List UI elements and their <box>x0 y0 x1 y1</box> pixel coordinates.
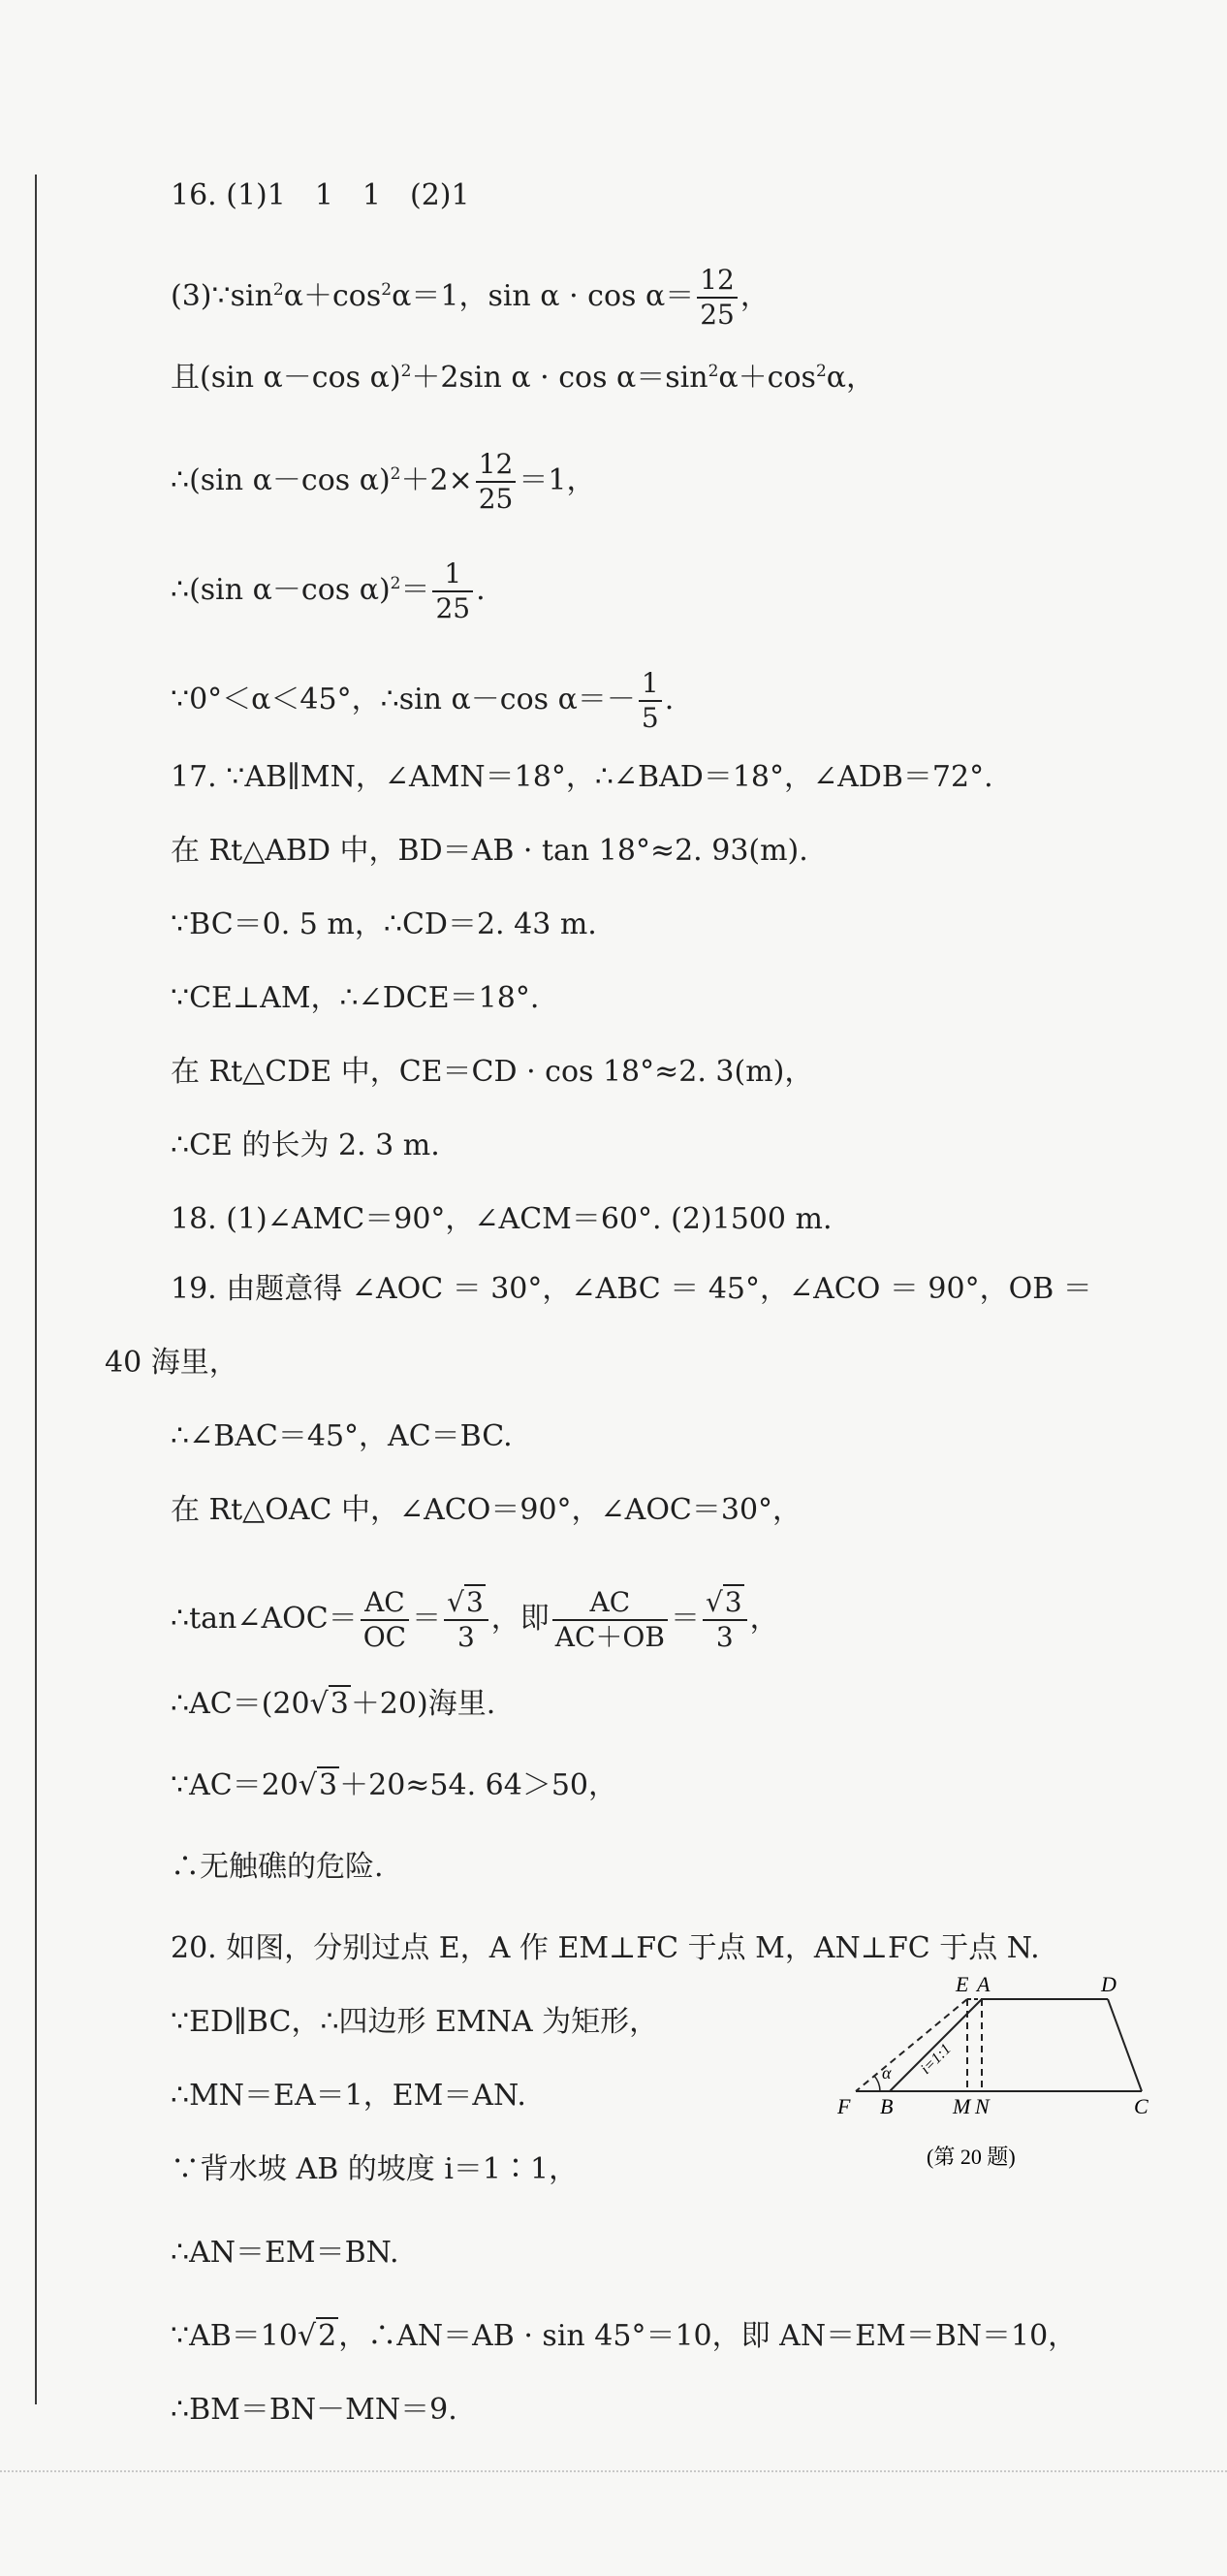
p20-line7: ∴BM＝BN－MN＝9. <box>171 2393 457 2427</box>
p17-line3: ∵BC＝0. 5 m，∴CD＝2. 43 m. <box>171 907 597 941</box>
p19-line2: 40 海里， <box>105 1346 238 1380</box>
label-e: E <box>956 1972 969 1996</box>
p20-line2: ∵ED∥BC，∴四边形 EMNA 为矩形， <box>171 2005 659 2039</box>
label-b: B <box>880 2094 894 2118</box>
p17-line2: 在 Rt△ABD 中，BD＝AB · tan 18°≈2. 93(m). <box>171 834 808 868</box>
p20-line5: ∴AN＝EM＝BN. <box>171 2236 399 2270</box>
p19-line4: 在 Rt△OAC 中，∠ACO＝90°，∠AOC＝30°， <box>171 1493 802 1527</box>
edge-ef <box>856 1999 967 2091</box>
p20-line6: ∵AB＝10√2，∴AN＝AB · sin 45°＝10，即 AN＝EM＝BN＝10， <box>171 2319 1078 2353</box>
p17-line6: ∴CE 的长为 2. 3 m. <box>171 1129 440 1162</box>
label-alpha: α <box>882 2063 892 2083</box>
p19-line1: 19. 由题意得 ∠AOC ＝ 30°，∠ABC ＝ 45°，∠ACO ＝ 90°，OB ＝ <box>171 1272 1092 1306</box>
p20-line4: ∵背水坡 AB 的坡度 i＝1∶1， <box>171 2152 579 2186</box>
label-f: F <box>837 2094 851 2118</box>
p16-line2: $(3)\because\sin^2\alpha+\cos^2\alpha=1$，sin α · cos α＝ $\frac{12}{25}$ ， <box>171 264 770 331</box>
fraction-12-25: $\frac{12}{25}$ <box>697 264 738 332</box>
p17-line5: 在 Rt△CDE 中，CE＝CD · cos 18°≈2. 3(m)， <box>171 1055 814 1089</box>
margin-rule <box>35 175 37 2404</box>
p19-line3: ∴∠BAC＝45°，AC＝BC. <box>171 1419 513 1453</box>
trapezoid-diagram <box>822 1970 1151 2198</box>
p19-line5: ∴tan∠AOC＝ $\frac{AC}{OC}$ ＝ $\frac{√3}{3}$ ，即 $\frac{AC}{AC+OB}$ ＝ $\frac{√3}{3}$ ， <box>171 1586 779 1653</box>
p19-line8: ∴无触礁的危险. <box>171 1850 384 1884</box>
fraction-ac-acob: $\frac{AC}{AC+OB}$ <box>552 1586 668 1654</box>
p20-line1: 20. 如图，分别过点 E，A 作 EM⊥FC 于点 M，AN⊥FC 于点 N. <box>171 1931 1040 1965</box>
p16-line4: ∴(sin α－cos α)$^2$＋2× $\frac{12}{25}$ ＝1， <box>171 448 596 515</box>
fraction-1-5: $\frac{1}{5}$ <box>639 667 662 735</box>
p17-line1: 17. ∵AB∥MN，∠AMN＝18°，∴∠BAD＝18°，∠ADB＝72°. <box>171 760 993 794</box>
angle-arc <box>874 2076 880 2091</box>
fraction-ac-oc: $\frac{AC}{OC}$ <box>361 1586 409 1654</box>
label-a: A <box>977 1972 991 1996</box>
label-n: N <box>975 2094 990 2118</box>
fraction-1-25: $\frac{1}{25}$ <box>432 557 473 625</box>
figure-caption: (第 20 题) <box>927 2145 1016 2169</box>
label-slope: i=1:1 <box>917 2040 955 2078</box>
fraction-sqrt3-3: $\frac{√3}{3}$ <box>703 1586 747 1654</box>
p16-line5: ∴(sin α－cos α)$^2$＝ $\frac{1}{25}$ . <box>171 557 486 624</box>
p19-line7: ∵AC＝20√3＋20≈54. 64＞50， <box>171 1768 618 1802</box>
label-d: D <box>1101 1972 1117 1996</box>
p18-line1: 18. (1)∠AMC＝90°，∠ACM＝60°. (2)1500 m. <box>171 1202 833 1236</box>
label-m: M <box>953 2094 971 2118</box>
trapezoid-figure <box>822 1970 1151 2198</box>
p16-line1: 16. (1)1 1 1 (2)1 <box>171 178 470 212</box>
fraction-sqrt3-3: $\frac{√3}{3}$ <box>444 1586 488 1654</box>
p17-line4: ∵CE⊥AM，∴∠DCE＝18°. <box>171 981 540 1015</box>
edge-dc <box>1108 1999 1142 2091</box>
p20-line3: ∴MN＝EA＝1，EM＝AN. <box>171 2079 526 2113</box>
bottom-dotted-rule <box>0 2470 1227 2472</box>
p16-line6: ∵0°＜α＜45°，∴sin α－cos α＝－ $\frac{1}{5}$ . <box>171 667 675 734</box>
fraction-12-25: $\frac{12}{25}$ <box>476 448 517 516</box>
p19-line6: ∴AC＝(20√3＋20)海里. <box>171 1687 496 1721</box>
p16-line3: 且(sin α－cos α)$^2$＋2sin $\alpha \cdot \cos \alpha=\sin^2\alpha+\cos^2\alpha$， <box>171 361 876 395</box>
label-c: C <box>1134 2094 1148 2118</box>
